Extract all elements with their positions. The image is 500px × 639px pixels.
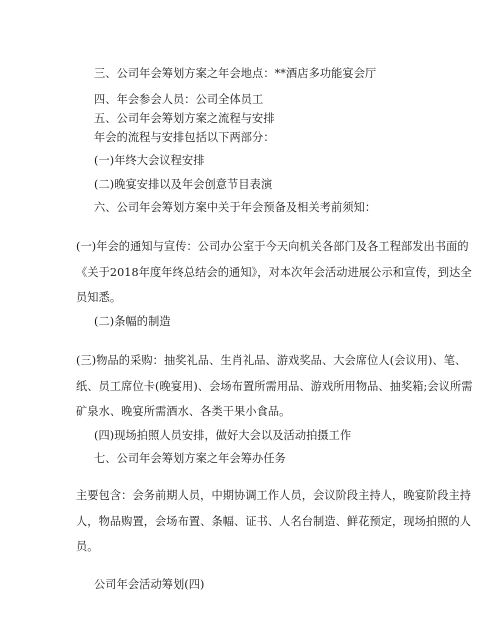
purchase-paragraph-line-1: (三)物品的采购：抽奖礼品、生肖礼品、游戏奖品、大会席位人(会议用)、笔、 — [76, 354, 467, 367]
item-one-agenda: (一)年终大会议程安排 — [94, 154, 205, 167]
tasks-paragraph-line-1: 主要包含：会务前期人员，中期协调工作人员，会议阶段主持人，晚宴阶段主持 — [76, 489, 472, 502]
purchase-paragraph-line-2: 纸、员工席位卡(晚宴用)、会场布置所需用品、游戏所用物品、抽奖箱;会议所需 — [76, 380, 473, 393]
section-six-heading: 六、公司年会筹划方案中关于年会预备及相关考前须知： — [94, 201, 377, 214]
section-four-attendees: 四、年会参会人员：公司全体员工 — [94, 93, 264, 106]
notice-paragraph-line-3: 员知悉。 — [76, 291, 122, 304]
tasks-paragraph-line-3: 员。 — [76, 540, 99, 553]
item-two-banquet: (二)晚宴安排以及年会创意节目表演 — [94, 178, 273, 191]
tasks-paragraph-line-2: 人，物品购置，会场布置、条幅、证书、人名台制造、鲜花预定，现场拍照的人 — [76, 515, 472, 528]
item-banner-making: (二)条幅的制造 — [94, 315, 171, 328]
process-intro: 年会的流程与安排包括以下两部分： — [94, 131, 275, 144]
section-seven-heading: 七、公司年会筹划方案之年会筹办任务 — [94, 452, 286, 465]
section-five-heading: 五、公司年会筹划方案之流程与安排 — [94, 112, 275, 125]
section-three-venue: 三、公司年会筹划方案之年会地点：**酒店多功能宴会厅 — [94, 67, 377, 80]
item-photography: (四)现场拍照人员安排，做好大会以及活动拍摄工作 — [94, 429, 352, 442]
purchase-paragraph-line-3: 矿泉水、晚宴所需酒水、各类干果小食品。 — [76, 405, 291, 418]
next-section-title: 公司年会活动筹划(四) — [94, 578, 205, 591]
notice-paragraph-line-2: 《关于2018年度年终总结会的通知》，对本次年会活动进展公示和宣传，到达全 — [76, 266, 472, 279]
notice-paragraph-line-1: (一)年会的通知与宣传：公司办公室于今天向机关各部门及各工程部发出书面的 — [76, 240, 469, 253]
